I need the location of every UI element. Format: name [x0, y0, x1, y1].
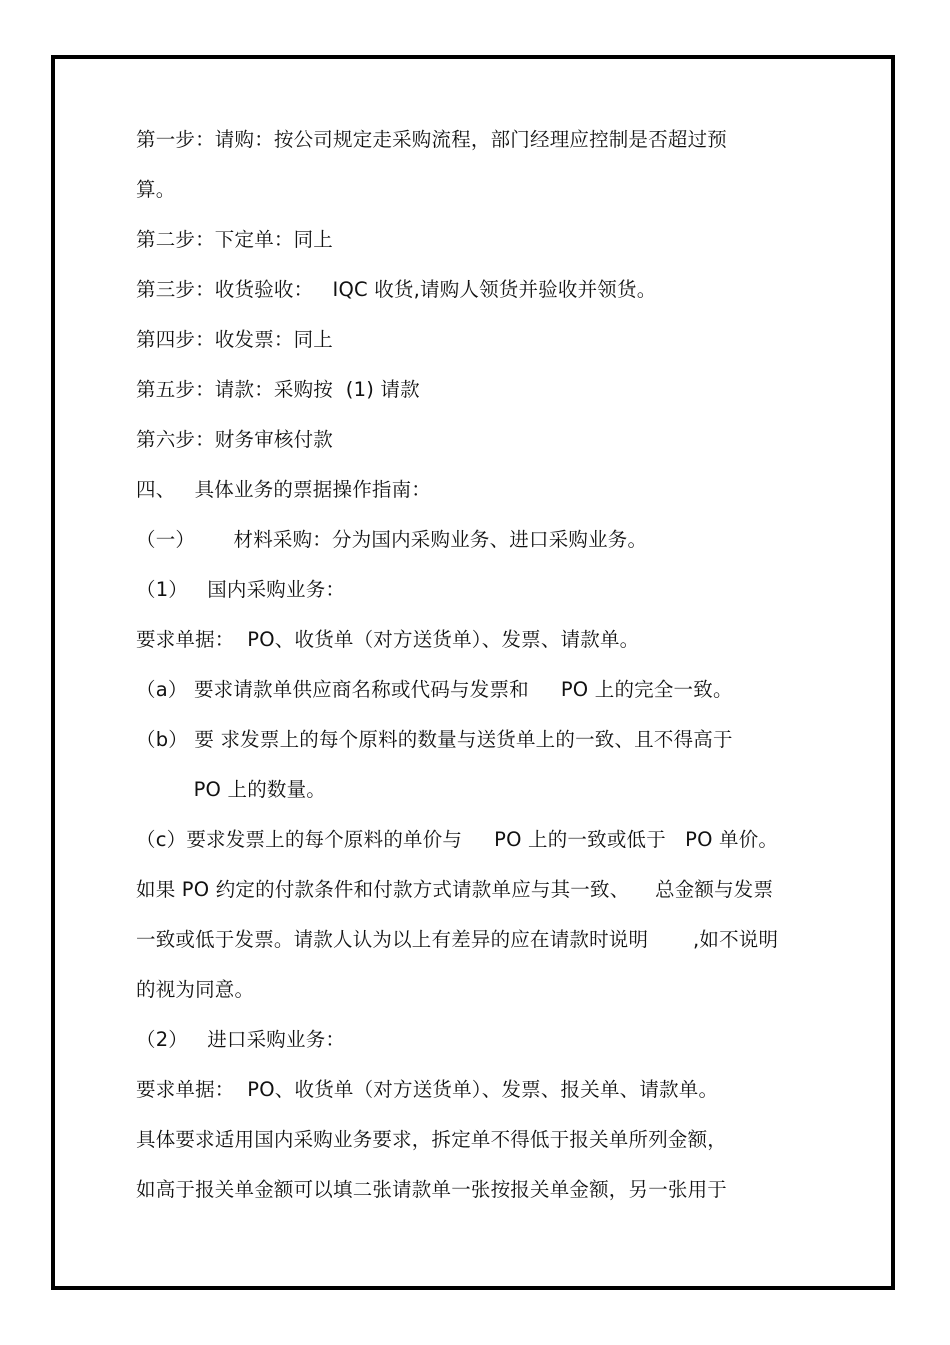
text-line: 第六步：财务审核付款 [136, 428, 334, 451]
text-line: 如高于报关单金额可以填二张请款单一张按报关单金额，另一张用于 [136, 1178, 728, 1201]
text-line: 第一步：请购：按公司规定走采购流程，部门经理应控制是否超过预 [136, 128, 728, 151]
text-line: 一致或低于发票。请款人认为以上有差异的应在请款时说明 ,如不说明 [136, 928, 779, 951]
text-line: 要求单据： PO、收货单（对方送货单）、发票、请款单。 [136, 628, 640, 651]
subsection-heading: （2） 进口采购业务： [136, 1028, 346, 1051]
list-item-continuation: PO 上的数量。 [136, 778, 326, 801]
text-line: 算。 [136, 178, 176, 201]
text-line: 第二步：下定单：同上 [136, 228, 334, 251]
text-line: 第三步：收货验收： IQC 收货,请购人领货并验收并领货。 [136, 278, 657, 301]
text-line: 具体要求适用国内采购业务要求，拆定单不得低于报关单所列金额， [136, 1128, 728, 1151]
subsection-heading: （1） 国内采购业务： [136, 578, 346, 601]
text-line: 第五步：请款：采购按 (1) 请款 [136, 378, 420, 401]
text-line: 的视为同意。 [136, 978, 255, 1001]
text-line: 第四步：收发票：同上 [136, 328, 334, 351]
text-line: 如果 PO 约定的付款条件和付款方式请款单应与其一致、 总金额与发票 [136, 878, 774, 901]
text-line: 要求单据： PO、收货单（对方送货单）、发票、报关单、请款单。 [136, 1078, 719, 1101]
section-heading: 四、 具体业务的票据操作指南： [136, 478, 431, 501]
subsection-heading: （一） 材料采购：分为国内采购业务、进口采购业务。 [136, 528, 648, 551]
list-item: （c）要求发票上的每个原料的单价与 PO 上的一致或低于 PO 单价。 [136, 828, 779, 851]
list-item: （a） 要求请款单供应商名称或代码与发票和 PO 上的完全一致。 [136, 678, 733, 701]
list-item: （b） 要 求发票上的每个原料的数量与送货单上的一致、且不得高于 [136, 728, 733, 751]
